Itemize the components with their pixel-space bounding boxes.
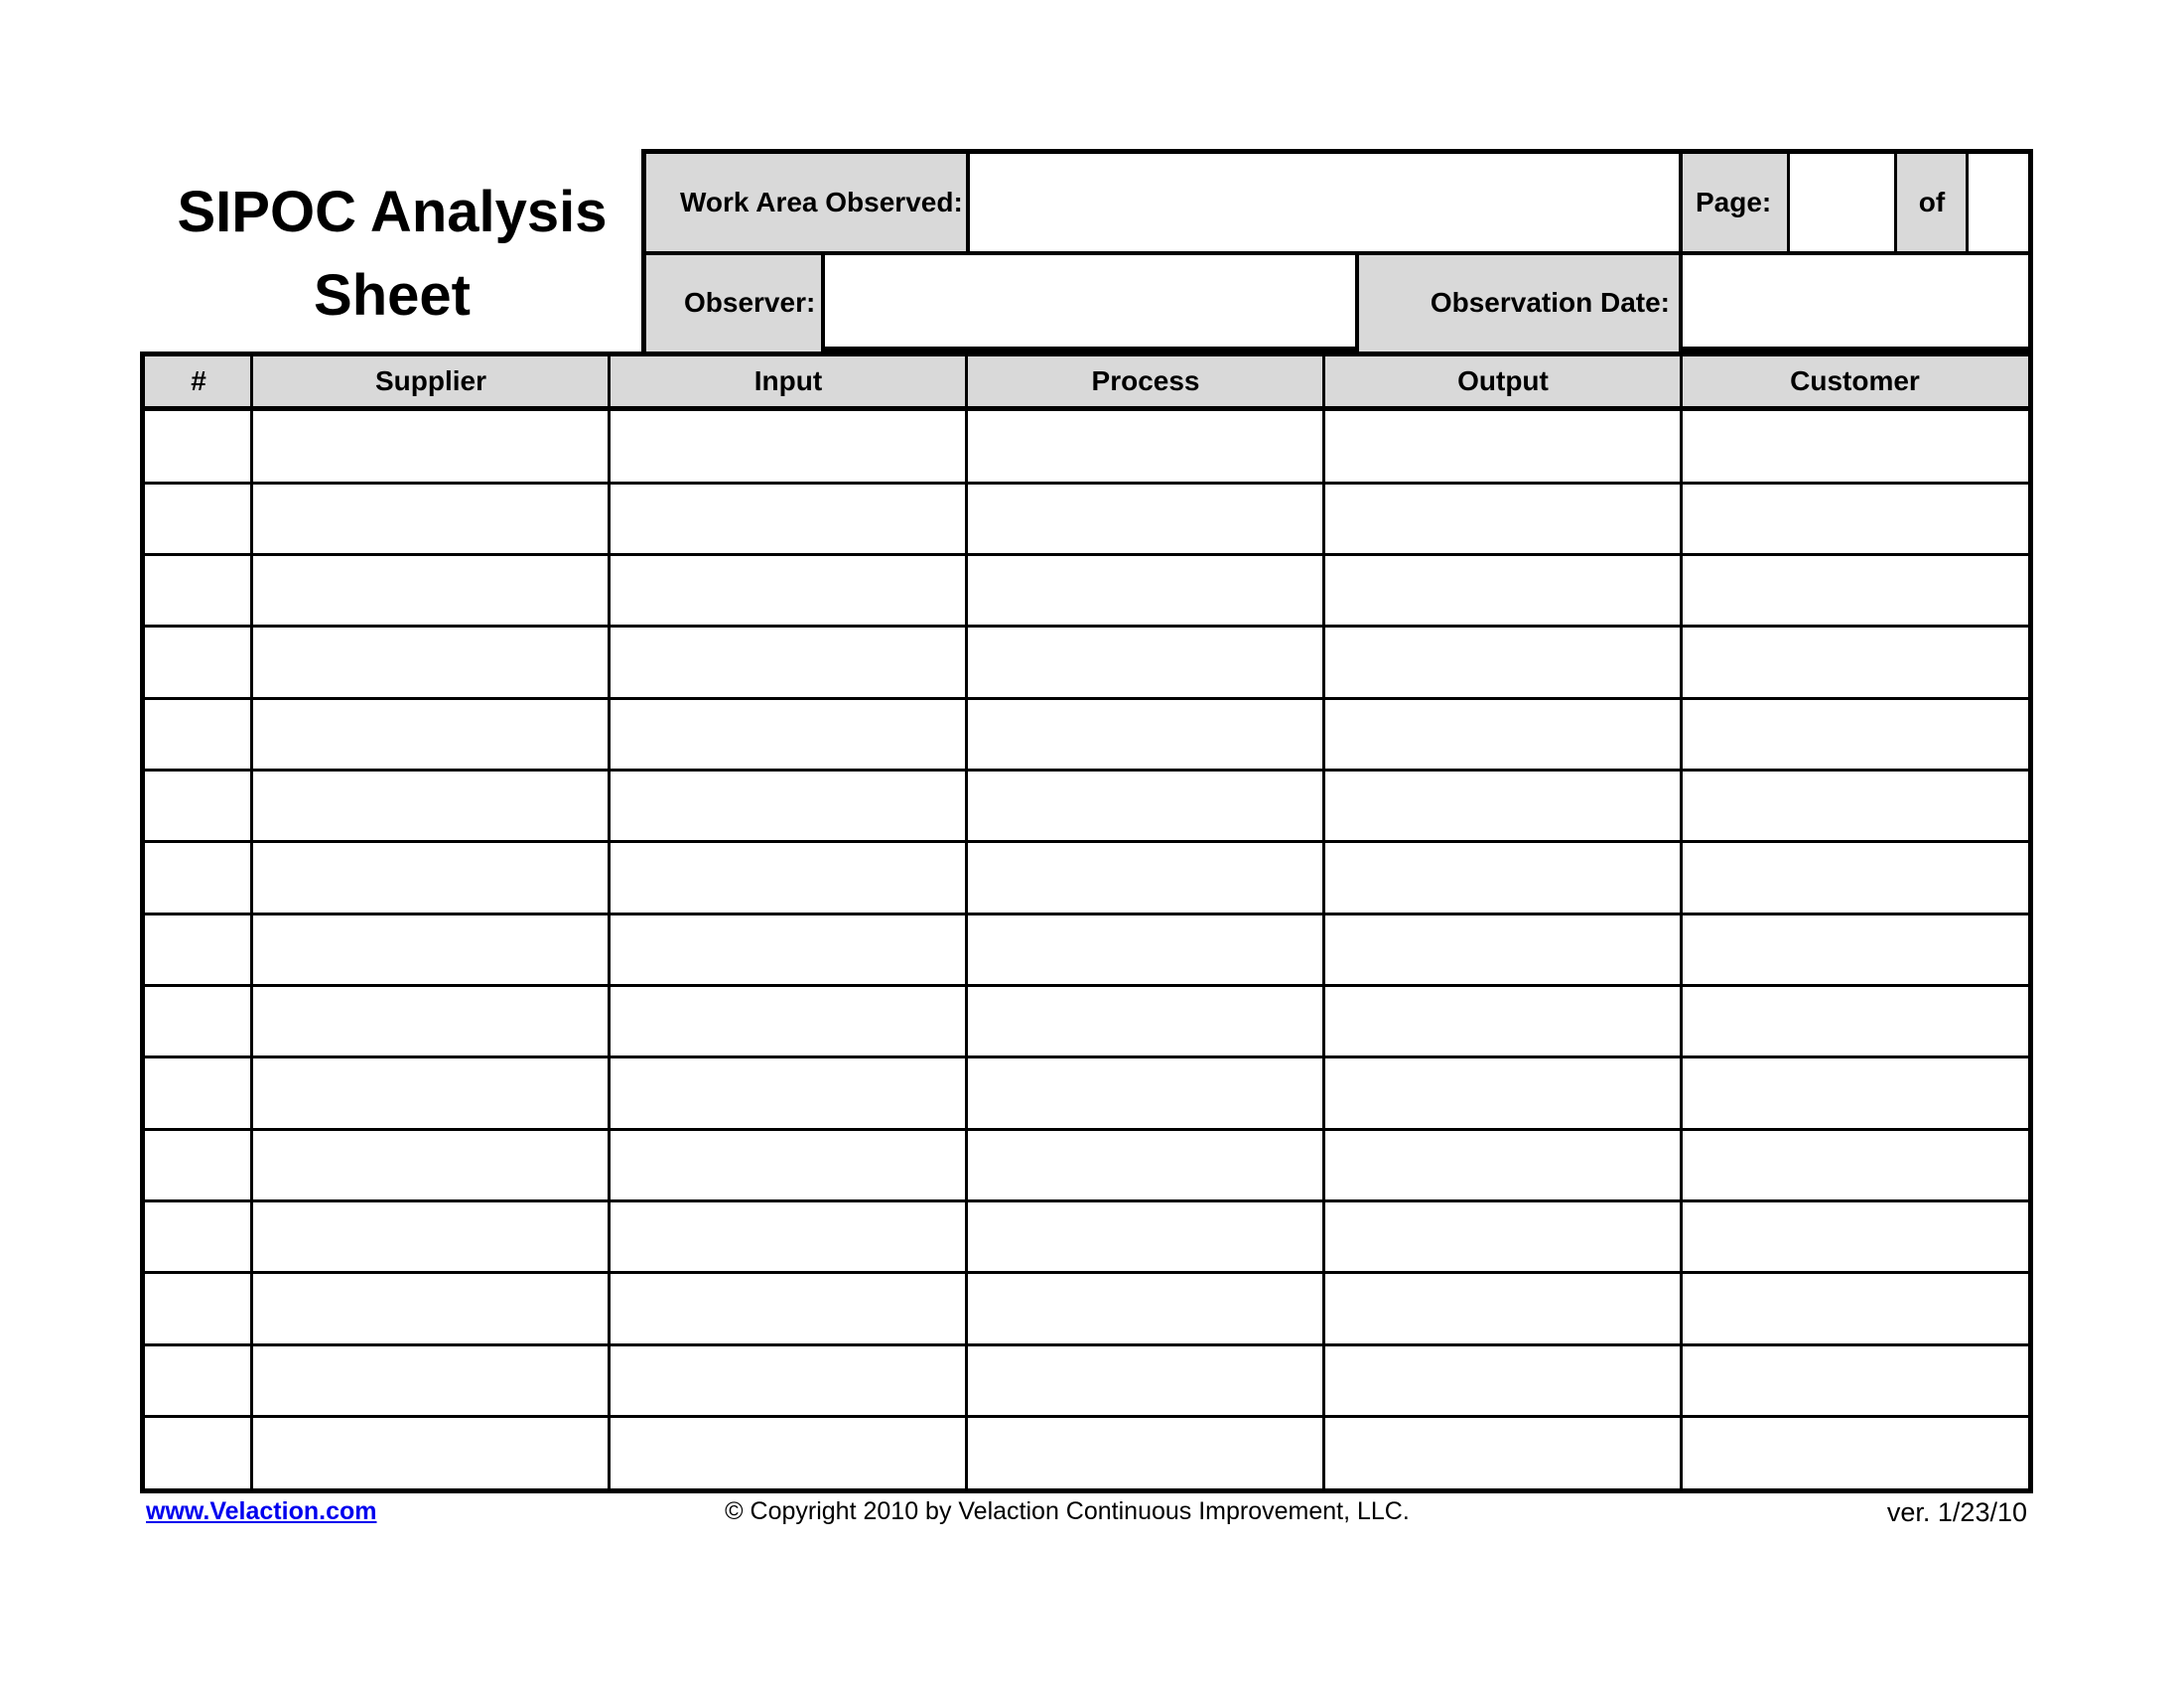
table-row <box>145 986 2028 1057</box>
table-cell-customer[interactable] <box>1682 986 2028 1057</box>
table-cell-customer[interactable] <box>1682 483 2028 554</box>
table-cell-supplier[interactable] <box>252 842 610 914</box>
table-cell-customer[interactable] <box>1682 698 2028 770</box>
table-cell-process[interactable] <box>967 1273 1324 1344</box>
table-cell-process[interactable] <box>967 1417 1324 1488</box>
table-cell-number[interactable] <box>145 1057 252 1129</box>
table-cell-number[interactable] <box>145 771 252 842</box>
table-cell-process[interactable] <box>967 411 1324 483</box>
table-cell-input[interactable] <box>610 842 967 914</box>
table-row <box>145 1417 2028 1488</box>
table-cell-supplier[interactable] <box>252 1417 610 1488</box>
table-cell-output[interactable] <box>1324 1273 1682 1344</box>
observation-date-label: Observation Date: <box>1358 254 1682 352</box>
table-cell-supplier[interactable] <box>252 986 610 1057</box>
table-row <box>145 411 2028 483</box>
table-cell-process[interactable] <box>967 771 1324 842</box>
table-cell-input[interactable] <box>610 698 967 770</box>
table-row <box>145 914 2028 985</box>
table-cell-process[interactable] <box>967 627 1324 698</box>
table-row <box>145 1344 2028 1416</box>
table-cell-supplier[interactable] <box>252 771 610 842</box>
page-title: SIPOC Analysis Sheet <box>177 180 608 328</box>
table-cell-number[interactable] <box>145 842 252 914</box>
table-cell-input[interactable] <box>610 1201 967 1273</box>
table-cell-process[interactable] <box>967 698 1324 770</box>
table-cell-supplier[interactable] <box>252 555 610 627</box>
column-header-number: # <box>145 356 252 406</box>
website-link[interactable]: www.Velaction.com <box>146 1497 377 1525</box>
table-cell-supplier[interactable] <box>252 1057 610 1129</box>
table-cell-number[interactable] <box>145 1201 252 1273</box>
table-cell-input[interactable] <box>610 411 967 483</box>
table-cell-number[interactable] <box>145 627 252 698</box>
table-row <box>145 1273 2028 1344</box>
page-total-field[interactable] <box>1968 154 2028 251</box>
table-cell-input[interactable] <box>610 1417 967 1488</box>
table-cell-supplier[interactable] <box>252 1344 610 1416</box>
table-cell-supplier[interactable] <box>252 1201 610 1273</box>
table-row <box>145 842 2028 914</box>
table-cell-output[interactable] <box>1324 555 1682 627</box>
table-cell-output[interactable] <box>1324 771 1682 842</box>
table-row <box>145 1129 2028 1200</box>
table-cell-process[interactable] <box>967 555 1324 627</box>
column-header-process: Process <box>967 356 1324 406</box>
column-header-output: Output <box>1324 356 1682 406</box>
table-cell-process[interactable] <box>967 842 1324 914</box>
table-cell-customer[interactable] <box>1682 1057 2028 1129</box>
table-cell-output[interactable] <box>1324 914 1682 985</box>
copyright-text: © Copyright 2010 by Velaction Continuous Improvement, LLC. <box>725 1497 1410 1525</box>
observation-date-field[interactable] <box>1682 254 2028 352</box>
table-cell-input[interactable] <box>610 555 967 627</box>
version-text: ver. 1/23/10 <box>1886 1497 2027 1527</box>
table-cell-output[interactable] <box>1324 627 1682 698</box>
table-cell-customer[interactable] <box>1682 411 2028 483</box>
table-cell-customer[interactable] <box>1682 842 2028 914</box>
table-cell-customer[interactable] <box>1682 1273 2028 1344</box>
page-label: Page: <box>1682 154 1789 251</box>
table-row <box>145 555 2028 627</box>
table-cell-process[interactable] <box>967 1057 1324 1129</box>
table-cell-output[interactable] <box>1324 1417 1682 1488</box>
table-cell-input[interactable] <box>610 1344 967 1416</box>
observer-field[interactable] <box>824 254 1358 352</box>
table-cell-process[interactable] <box>967 986 1324 1057</box>
table-cell-output[interactable] <box>1324 483 1682 554</box>
table-cell-supplier[interactable] <box>252 914 610 985</box>
table-cell-process[interactable] <box>967 1129 1324 1200</box>
of-label: of <box>1896 154 1968 251</box>
table-cell-input[interactable] <box>610 986 967 1057</box>
table-row <box>145 483 2028 554</box>
table-cell-number[interactable] <box>145 483 252 554</box>
table-cell-customer[interactable] <box>1682 914 2028 985</box>
table-cell-input[interactable] <box>610 1129 967 1200</box>
table-cell-input[interactable] <box>610 771 967 842</box>
table-row <box>145 1057 2028 1129</box>
table-cell-input[interactable] <box>610 1273 967 1344</box>
table-cell-input[interactable] <box>610 483 967 554</box>
table-cell-customer[interactable] <box>1682 1129 2028 1200</box>
header-form <box>641 149 2033 352</box>
table-cell-number[interactable] <box>145 1129 252 1200</box>
table-cell-output[interactable] <box>1324 986 1682 1057</box>
table-cell-input[interactable] <box>610 914 967 985</box>
table-cell-supplier[interactable] <box>252 1273 610 1344</box>
table-cell-process[interactable] <box>967 483 1324 554</box>
table-cell-number[interactable] <box>145 986 252 1057</box>
sipoc-table <box>140 352 2033 1493</box>
table-cell-customer[interactable] <box>1682 771 2028 842</box>
table-cell-number[interactable] <box>145 698 252 770</box>
table-cell-supplier[interactable] <box>252 627 610 698</box>
table-cell-customer[interactable] <box>1682 627 2028 698</box>
table-cell-number[interactable] <box>145 411 252 483</box>
table-cell-process[interactable] <box>967 1344 1324 1416</box>
table-row <box>145 627 2028 698</box>
table-cell-number[interactable] <box>145 1273 252 1344</box>
table-cell-number[interactable] <box>145 555 252 627</box>
table-cell-process[interactable] <box>967 1201 1324 1273</box>
table-cell-supplier[interactable] <box>252 1129 610 1200</box>
table-cell-output[interactable] <box>1324 698 1682 770</box>
table-cell-input[interactable] <box>610 1057 967 1129</box>
table-cell-supplier[interactable] <box>252 698 610 770</box>
table-cell-supplier[interactable] <box>252 411 610 483</box>
table-cell-customer[interactable] <box>1682 1201 2028 1273</box>
table-cell-input[interactable] <box>610 627 967 698</box>
table-cell-output[interactable] <box>1324 1129 1682 1200</box>
table-cell-customer[interactable] <box>1682 1417 2028 1488</box>
page-number-field[interactable] <box>1789 154 1896 251</box>
table-cell-number[interactable] <box>145 1344 252 1416</box>
work-area-field[interactable] <box>969 154 1682 251</box>
table-cell-process[interactable] <box>967 914 1324 985</box>
table-cell-output[interactable] <box>1324 1344 1682 1416</box>
table-cell-number[interactable] <box>145 914 252 985</box>
table-cell-output[interactable] <box>1324 411 1682 483</box>
column-header-supplier: Supplier <box>252 356 610 406</box>
observer-label: Observer: <box>646 254 824 352</box>
work-area-label: Work Area Observed: <box>646 154 969 251</box>
table-cell-customer[interactable] <box>1682 555 2028 627</box>
table-cell-customer[interactable] <box>1682 1344 2028 1416</box>
table-row <box>145 1201 2028 1273</box>
table-cell-output[interactable] <box>1324 1057 1682 1129</box>
table-row <box>145 771 2028 842</box>
column-header-customer: Customer <box>1682 356 2028 406</box>
table-row <box>145 698 2028 770</box>
column-header-input: Input <box>610 356 967 406</box>
table-cell-supplier[interactable] <box>252 483 610 554</box>
table-cell-output[interactable] <box>1324 1201 1682 1273</box>
table-cell-number[interactable] <box>145 1417 252 1488</box>
table-cell-output[interactable] <box>1324 842 1682 914</box>
